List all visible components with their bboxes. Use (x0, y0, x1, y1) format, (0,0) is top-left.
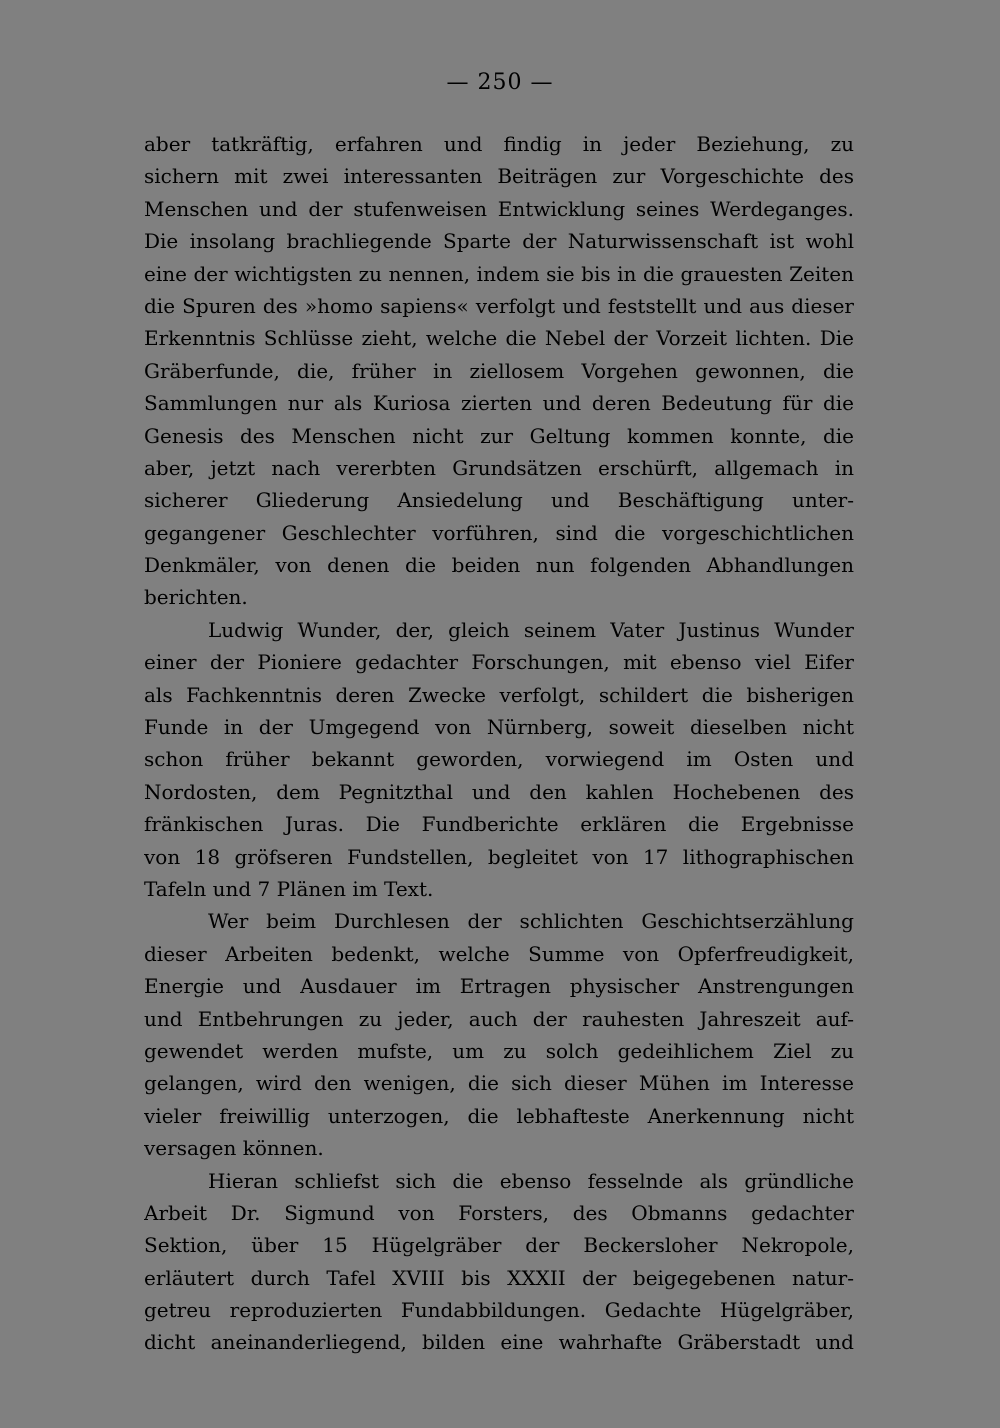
text-line: sichern mit zwei interessanten Beiträgen zur Vorgeschichte des (144, 164, 854, 189)
text-line: Sammlungen nur als Kuriosa zierten und deren Bedeutung für die (144, 391, 854, 416)
text-line: dieser Arbeiten bedenkt, welche Summe von Opferfreudigkeit, (144, 941, 854, 966)
text-line: und Entbehrungen zu jeder, auch der rauhesten Jahreszeit auf- (144, 1006, 854, 1031)
text-line: gewendet werden mufste, um zu solch gedeihlichem Ziel zu (144, 1038, 854, 1063)
text-line: Menschen und der stufenweisen Entwicklung seines Werdeganges. (144, 196, 854, 221)
text-line: dicht aneinanderliegend, bilden eine wahrhafte Gräberstadt und (144, 1330, 854, 1355)
text-line: aber tatkräftig, erfahren und findig in jeder Beziehung, zu (144, 132, 854, 156)
text-line: gelangen, wird den wenigen, die sich dieser Mühen im Interesse (144, 1071, 854, 1096)
text-line: Ludwig Wunder, der, gleich seinem Vater Justinus Wunder (208, 617, 854, 642)
text-line: die Spuren des »homo sapiens« verfolgt und feststellt und aus dieser (144, 293, 854, 318)
page-number: — 250 — (446, 70, 554, 95)
text-line: erläutert durch Tafel XVIII bis XXXII der beigegebenen natur- (144, 1265, 854, 1290)
text-line: als Fachkenntnis deren Zwecke verfolgt, schildert die bisherigen (144, 682, 854, 707)
text-line: Erkenntnis Schlüsse zieht, welche die Nebel der Vorzeit lichten. Die (144, 326, 854, 351)
text-line: Denkmäler, von denen die beiden nun folgenden Abhandlungen (144, 553, 854, 578)
text-line: Arbeit Dr. Sigmund von Forsters, des Obmanns gedachter (144, 1200, 854, 1225)
text-line: berichten. (144, 585, 248, 610)
text-line: aber, jetzt nach vererbten Grundsätzen erschürft, allgemach in (144, 455, 854, 480)
text-line: von 18 gröfseren Fundstellen, begleitet von 17 lithographischen (144, 844, 854, 869)
text-line: Funde in der Umgegend von Nürnberg, soweit dieselben nicht (144, 715, 854, 740)
text-line: Sektion, über 15 Hügelgräber der Beckersloher Nekropole, (144, 1233, 854, 1258)
text-line: Hieran schliefst sich die ebenso fesselnde als gründliche (208, 1168, 854, 1193)
text-line: eine der wichtigsten zu nennen, indem sie bis in die grauesten Zeiten (144, 261, 854, 286)
text-line: getreu reproduzierten Fundabbildungen. Gedachte Hügelgräber, (144, 1298, 854, 1323)
text-line: Wer beim Durchlesen der schlichten Geschichtserzählung (208, 909, 854, 934)
text-line: sicherer Gliederung Ansiedelung und Beschäftigung unter- (144, 488, 854, 513)
text-line: einer der Pioniere gedachter Forschungen, mit ebenso viel Eifer (144, 650, 854, 675)
text-line: gegangener Geschlechter vorführen, sind die vorgeschichtlichen (144, 520, 854, 545)
text-line: vieler freiwillig unterzogen, die lebhafteste Anerkennung nicht (144, 1103, 854, 1128)
text-line: Nordosten, dem Pegnitzthal und den kahlen Hochebenen des (144, 779, 854, 804)
text-line: Die insolang brachliegende Sparte der Naturwissenschaft ist wohl (144, 229, 854, 254)
text-line: Gräberfunde, die, früher in ziellosem Vorgehen gewonnen, die (144, 358, 854, 383)
text-line: Tafeln und 7 Plänen im Text. (144, 876, 434, 901)
text-line: versagen können. (144, 1136, 324, 1161)
text-line: Energie und Ausdauer im Ertragen physischer Anstrengungen (144, 974, 854, 999)
text-line: fränkischen Juras. Die Fundberichte erklären die Ergebnisse (144, 812, 854, 837)
text-line: Genesis des Menschen nicht zur Geltung kommen konnte, die (144, 423, 854, 448)
text-line: schon früher bekannt geworden, vorwiegend im Osten und (144, 747, 854, 772)
body-text (144, 128, 854, 1359)
